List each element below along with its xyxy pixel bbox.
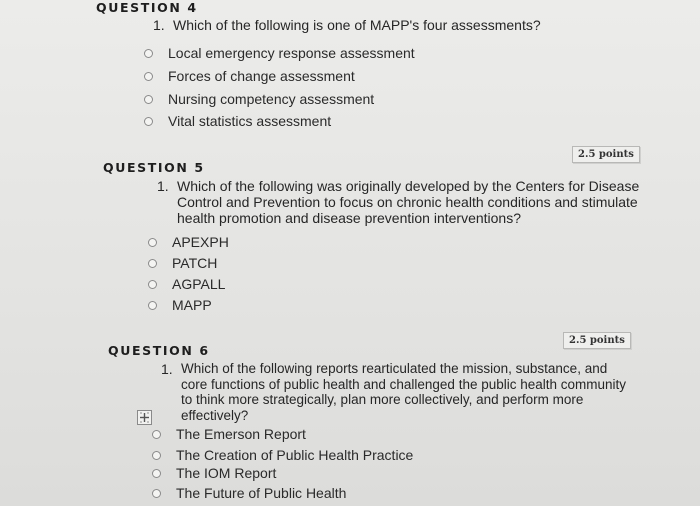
question-6-title: QUESTION 6 [108, 343, 210, 358]
radio-button[interactable] [148, 280, 157, 289]
option-label: The Future of Public Health [176, 485, 347, 501]
question-text-line: Which of the following is one of MAPP's four assessments? [173, 17, 541, 33]
question-text-line: to think more strategically, plan more collectively, and perform more [181, 392, 584, 407]
radio-button[interactable] [148, 301, 157, 310]
option-label: The IOM Report [176, 465, 277, 481]
question-5-number: 1. [157, 178, 169, 194]
question-5-title: QUESTION 5 [103, 160, 205, 175]
radio-button[interactable] [144, 49, 153, 58]
question-5-text [177, 178, 639, 226]
radio-button[interactable] [152, 430, 161, 439]
question-text-line: health promotion and disease prevention interventions? [177, 210, 522, 226]
expand-plus-icon[interactable] [137, 410, 152, 425]
option-label: Vital statistics assessment [168, 113, 332, 129]
question-text-line: Control and Prevention to focus on chronic health conditions and stimulate [177, 194, 638, 210]
radio-button[interactable] [144, 72, 153, 81]
radio-button[interactable] [144, 95, 153, 104]
option-label: APEXPH [172, 234, 229, 250]
radio-button[interactable] [152, 451, 161, 460]
question-4-number: 1. [153, 17, 165, 33]
radio-button[interactable] [144, 117, 153, 126]
question-4-title: QUESTION 4 [96, 0, 198, 15]
question-6-number: 1. [161, 361, 173, 377]
option-label: The Creation of Public Health Practice [176, 447, 414, 463]
question-text-line: Which of the following reports rearticulated the mission, substance, and [181, 361, 608, 376]
option-label: The Emerson Report [176, 426, 306, 442]
question-text-line: Which of the following was originally developed by the Centers for Disease [177, 178, 640, 194]
radio-button[interactable] [152, 489, 161, 498]
radio-button[interactable] [148, 259, 157, 268]
question-text-line: core functions of public health and challenged the public health community [181, 376, 627, 392]
option-label: PATCH [172, 255, 218, 271]
question-4-text [173, 17, 541, 33]
question-6-points-badge: 2.5 points [563, 332, 631, 349]
option-label: Nursing competency assessment [168, 91, 375, 107]
option-label: Forces of change assessment [168, 68, 355, 84]
option-label: Local emergency response assessment [168, 45, 415, 61]
option-label: MAPP [172, 297, 212, 313]
question-6-text [181, 361, 626, 423]
radio-button[interactable] [148, 238, 157, 247]
option-label: AGPALL [172, 276, 226, 292]
question-text-line: effectively? [181, 407, 249, 423]
radio-button[interactable] [152, 469, 161, 478]
question-5-points-badge: 2.5 points [572, 146, 640, 163]
